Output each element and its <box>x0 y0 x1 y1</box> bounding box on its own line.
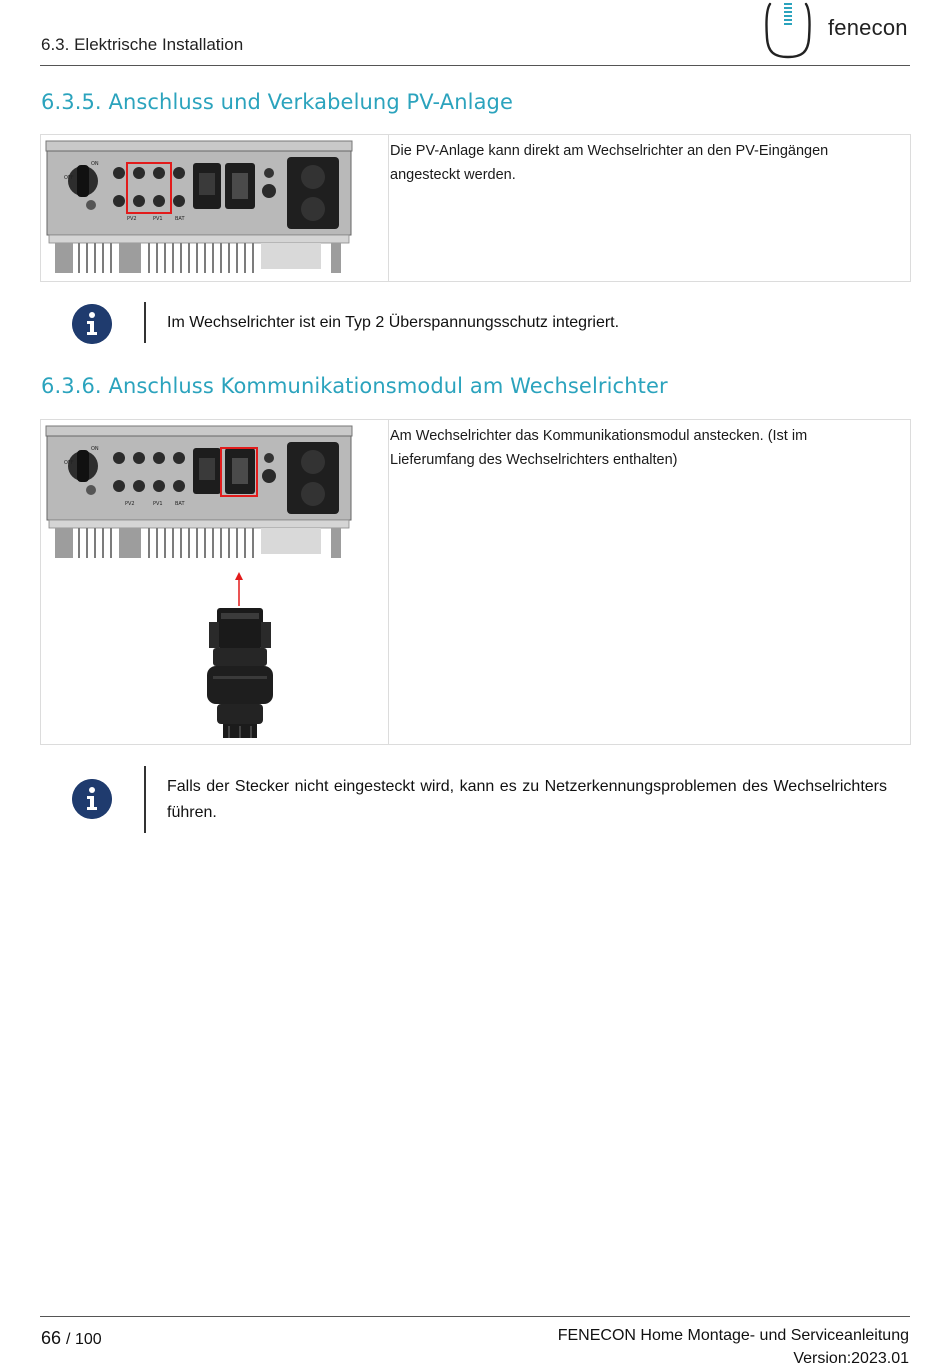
section-heading-comm: 6.3.6. Anschluss Kommunikationsmodul am Wechselrichter <box>41 374 668 398</box>
header-divider <box>40 65 910 66</box>
pv-table <box>40 134 911 282</box>
svg-text:BAT: BAT <box>175 216 185 222</box>
note-divider <box>144 766 146 833</box>
total-pages: / 100 <box>66 1331 102 1348</box>
comm-module-connector <box>207 608 273 738</box>
note-text: Falls der Stecker nicht eingesteckt wird, kann es zu Netzerkennungsproblemen des Wechselrichters führen. <box>167 778 887 821</box>
note-text: Im Wechselrichter ist ein Typ 2 Überspannungsschutz integriert. <box>167 314 620 331</box>
svg-text:ON: ON <box>91 446 99 452</box>
footer-divider <box>40 1316 910 1317</box>
info-icon <box>72 304 112 344</box>
fenecon-logo-icon <box>764 0 812 60</box>
document-title: FENECON Home Montage- und Serviceanleitung <box>557 1327 909 1344</box>
note-divider <box>144 302 146 343</box>
info-icon <box>72 779 112 819</box>
footer-document-title <box>558 1324 909 1370</box>
info-note-surge-protection <box>72 302 892 344</box>
svg-text:PV1: PV1 <box>153 501 163 507</box>
svg-text:ON: ON <box>91 161 99 167</box>
page-number <box>41 1328 102 1349</box>
svg-text:PV2: PV2 <box>125 501 135 507</box>
comm-table <box>40 419 911 745</box>
svg-text:OFF: OFF <box>64 175 74 181</box>
document-version: Version:2023.01 <box>793 1350 909 1367</box>
logo-text: fenecon <box>828 15 908 40</box>
header-section-title: 6.3. Elektrische Installation <box>41 35 244 54</box>
pv-inverter-image <box>41 135 389 281</box>
svg-text:OFF: OFF <box>64 460 74 466</box>
inverter-pv-illustration <box>41 135 388 281</box>
svg-text:BAT: BAT <box>175 501 185 507</box>
svg-text:PV2: PV2 <box>127 216 137 222</box>
svg-text:PV1: PV1 <box>153 216 163 222</box>
inverter-comm-illustration <box>41 420 388 744</box>
section-heading-pv: 6.3.5. Anschluss und Verkabelung PV-Anlage <box>41 90 513 114</box>
comm-instruction-text: Am Wechselrichter das Kommunikationsmodul anstecken. (Ist im Lieferumfang des Wechselrichters enthalten) <box>390 428 808 468</box>
current-page: 66 <box>41 1328 62 1348</box>
pv-instruction-text: Die PV-Anlage kann direkt am Wechselrichter an den PV-Eingängen angesteckt werden. <box>390 143 829 183</box>
info-note-plug-warning <box>72 766 892 834</box>
comm-inverter-image <box>41 420 389 744</box>
